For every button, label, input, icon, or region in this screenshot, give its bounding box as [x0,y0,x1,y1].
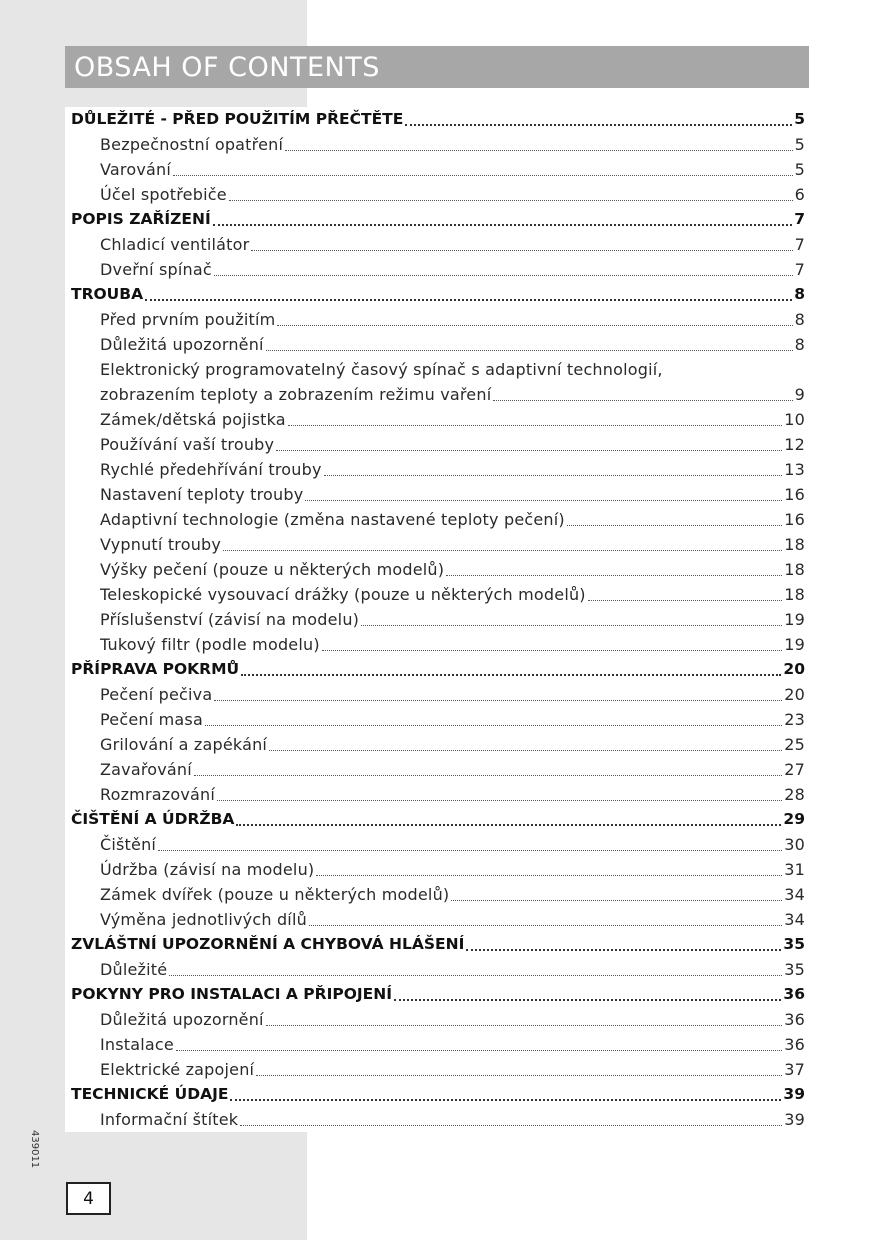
dot-leader [285,149,793,151]
toc-entry-label: Pečení masa [100,710,203,729]
toc-sub-entry[interactable] [65,1007,805,1032]
dot-leader [288,424,782,426]
dot-leader [173,174,793,176]
toc-sub-entry[interactable] [65,532,805,557]
toc-entry-page: 36 [784,1010,805,1029]
toc-entry-label: Nastavení teploty trouby [100,485,304,504]
toc-entry-label: Tukový filtr (podle modelu) [100,635,320,654]
dot-leader [217,799,782,801]
toc-entry-page: 35 [784,960,805,979]
toc-sub-entry[interactable] [65,182,805,207]
toc-entry-page: 34 [784,910,805,929]
dot-leader [266,1024,783,1026]
toc-sub-entry[interactable] [65,307,805,332]
toc-entry-page: 25 [784,735,805,754]
dot-leader [241,673,781,676]
toc-entry-label: Výměna jednotlivých dílů [100,910,307,929]
toc-entry-label: Čištění [100,835,157,854]
toc-sub-entry[interactable] [65,957,805,982]
toc-entry-page: 5 [794,110,805,128]
toc-entry-page: 18 [784,560,805,579]
dot-leader [276,449,782,451]
toc-entry-label: Zámek/dětská pojistka [100,410,286,429]
toc-entry-page: 8 [794,335,805,354]
toc-entry-page: 37 [784,1060,805,1079]
toc-entry-label: Instalace [100,1035,174,1054]
toc-entry-page: 29 [783,810,805,828]
toc-entry-page: 36 [784,1035,805,1054]
toc-entry-label: Důležitá upozornění [100,335,264,354]
toc-entry-page: 35 [783,935,805,953]
dot-leader [176,1049,782,1051]
dot-leader [305,499,782,501]
dot-leader [405,123,792,126]
toc-entry-label: ČIŠTĚNÍ A ÚDRŽBA [71,810,235,828]
toc-entry-page: 39 [783,1085,805,1103]
toc-entry-label: Důležitá upozornění [100,1010,264,1029]
toc-section-entry[interactable] [65,207,805,232]
toc-entry-label: Vypnutí trouby [100,535,222,554]
toc-entry-label: Výšky pečení (pouze u některých modelů) [100,560,445,579]
dot-leader [145,298,792,301]
toc-entry-label: Grilování a zapékání [100,735,268,754]
dot-leader [361,624,782,626]
dot-leader [394,998,781,1001]
toc-entry-page: 39 [784,1110,805,1129]
toc-entry-page: 30 [784,835,805,854]
toc-sub-entry[interactable] [65,257,805,282]
toc-header [65,46,809,88]
toc-entry-page: 23 [784,710,805,729]
dot-leader [158,849,782,851]
dot-leader [214,699,782,701]
toc-sub-entry[interactable] [65,882,805,907]
toc-sub-entry[interactable] [65,457,805,482]
toc-entry-page: 7 [794,210,805,228]
dot-leader [316,874,782,876]
toc-section-entry[interactable] [65,282,805,307]
toc-entry-page: 28 [784,785,805,804]
toc-entry-label: Chladicí ventilátor [100,235,250,254]
toc-sub-entry[interactable] [65,782,805,807]
toc-entry-label: Účel spotřebiče [100,185,227,204]
document-code: 439011 [29,1130,40,1169]
toc-sub-entry[interactable] [65,1107,805,1132]
dot-leader [213,223,792,226]
dot-leader [324,474,783,476]
toc-sub-entry[interactable] [65,557,805,582]
toc-sub-entry[interactable] [65,707,805,732]
toc-entry-label: Zámek dvířek (pouze u některých modelů) [100,885,450,904]
toc-entry-label: Příslušenství (závisí na modelu) [100,610,360,629]
dot-leader [266,349,793,351]
toc-entry-label: TROUBA [71,285,144,303]
toc-entry-page: 13 [784,460,805,479]
toc-sub-entry[interactable] [65,632,805,657]
toc-entry-label: Teleskopické vysouvací drážky (pouze u některých modelů) [100,585,586,604]
dot-leader [223,549,782,551]
toc-sub-entry[interactable] [65,407,805,432]
toc-sub-entry[interactable] [65,757,805,782]
toc-entry-page: 16 [784,485,805,504]
dot-leader [169,974,782,976]
toc-sub-entry[interactable] [65,832,805,857]
toc-entry-label: Rychlé předehřívání trouby [100,460,322,479]
dot-leader [588,599,782,601]
toc-entry-label: Používání vaší trouby [100,435,275,454]
toc-entry-label: Důležité [100,960,168,979]
toc-entry-page: 31 [784,860,805,879]
toc-entry-page: 34 [784,885,805,904]
toc-sub-entry[interactable] [65,357,805,382]
toc-sub-entry[interactable] [65,582,805,607]
toc-entry-label: zobrazením teploty a zobrazením režimu vaření [100,385,492,404]
toc-entry-page: 12 [784,435,805,454]
toc-sub-entry[interactable] [65,232,805,257]
toc-sub-entry[interactable] [65,432,805,457]
toc-entry-page: 5 [794,135,805,154]
toc-entry-label: POPIS ZAŘÍZENÍ [71,210,211,228]
toc-entry-label: TECHNICKÉ ÚDAJE [71,1085,229,1103]
toc-entry-label: Informační štítek [100,1110,239,1129]
toc-entry-page: 9 [794,385,805,404]
dot-leader [205,724,782,726]
toc-entry-label: Dveřní spínač [100,260,212,279]
toc-section-entry[interactable] [65,1082,805,1107]
toc-entry-page: 27 [784,760,805,779]
dot-leader [322,649,782,651]
toc-entry-label: Pečení pečiva [100,685,213,704]
toc-sub-entry[interactable] [65,132,805,157]
toc-entry-label: Elektronický programovatelný časový spínač s adaptivní technologií, [100,360,663,379]
toc-entry-label: Bezpečnostní opatření [100,135,284,154]
dot-leader [493,399,792,401]
dot-leader [451,899,782,901]
dot-leader [240,1124,782,1126]
toc-entry-page: 19 [784,610,805,629]
dot-leader [466,948,781,951]
dot-leader [309,924,782,926]
dot-leader [446,574,782,576]
dot-leader [567,524,782,526]
toc-section-entry[interactable] [65,982,805,1007]
toc-entry-label: POKYNY PRO INSTALACI A PŘIPOJENÍ [71,985,392,1003]
dot-leader [277,324,792,326]
table-of-contents [65,107,805,1132]
toc-section-entry[interactable] [65,932,805,957]
dot-leader [229,199,793,201]
dot-leader [269,749,782,751]
toc-entry-page: 8 [794,310,805,329]
toc-sub-entry[interactable] [65,607,805,632]
toc-entry-label: Před prvním použitím [100,310,276,329]
dot-leader [236,823,781,826]
page-number-box [66,1182,111,1215]
toc-entry-page: 20 [784,685,805,704]
toc-sub-entry[interactable] [65,507,805,532]
toc-sub-entry[interactable] [65,907,805,932]
toc-entry-label: Adaptivní technologie (změna nastavené teploty pečení) [100,510,565,529]
toc-entry-page: 5 [794,160,805,179]
toc-entry-label: Elektrické zapojení [100,1060,255,1079]
toc-entry-page: 6 [794,185,805,204]
page-number: 4 [83,1188,94,1209]
dot-leader [230,1098,781,1101]
toc-sub-entry[interactable] [65,157,805,182]
toc-entry-label: DŮLEŽITÉ - PŘED POUŽITÍM PŘEČTĚTE [71,110,404,128]
toc-sub-entry[interactable] [65,382,805,407]
dot-leader [256,1074,782,1076]
toc-entry-label: Údržba (závisí na modelu) [100,860,315,879]
page-title: OBSAH OF CONTENTS [74,51,380,83]
toc-section-entry[interactable] [65,107,805,132]
toc-entry-label: Rozmrazování [100,785,216,804]
toc-entry-page: 8 [794,285,805,303]
toc-entry-page: 18 [784,535,805,554]
toc-sub-entry[interactable] [65,682,805,707]
dot-leader [214,274,793,276]
toc-entry-label: ZVLÁŠTNÍ UPOZORNĚNÍ A CHYBOVÁ HLÁŠENÍ [71,935,465,953]
toc-entry-page: 16 [784,510,805,529]
toc-sub-entry[interactable] [65,732,805,757]
toc-entry-page: 7 [794,235,805,254]
toc-entry-label: PŘÍPRAVA POKRMŮ [71,660,240,678]
toc-sub-entry[interactable] [65,1032,805,1057]
toc-sub-entry[interactable] [65,857,805,882]
toc-entry-page: 7 [794,260,805,279]
toc-entry-page: 10 [784,410,805,429]
toc-entry-page: 19 [784,635,805,654]
dot-leader [251,249,792,251]
toc-entry-page: 18 [784,585,805,604]
toc-entry-label: Zavařování [100,760,192,779]
toc-sub-entry[interactable] [65,1057,805,1082]
toc-entry-page: 36 [783,985,805,1003]
toc-entry-label: Varování [100,160,171,179]
dot-leader [194,774,782,776]
toc-sub-entry[interactable] [65,482,805,507]
toc-section-entry[interactable] [65,657,805,682]
toc-section-entry[interactable] [65,807,805,832]
toc-sub-entry[interactable] [65,332,805,357]
toc-entry-page: 20 [783,660,805,678]
